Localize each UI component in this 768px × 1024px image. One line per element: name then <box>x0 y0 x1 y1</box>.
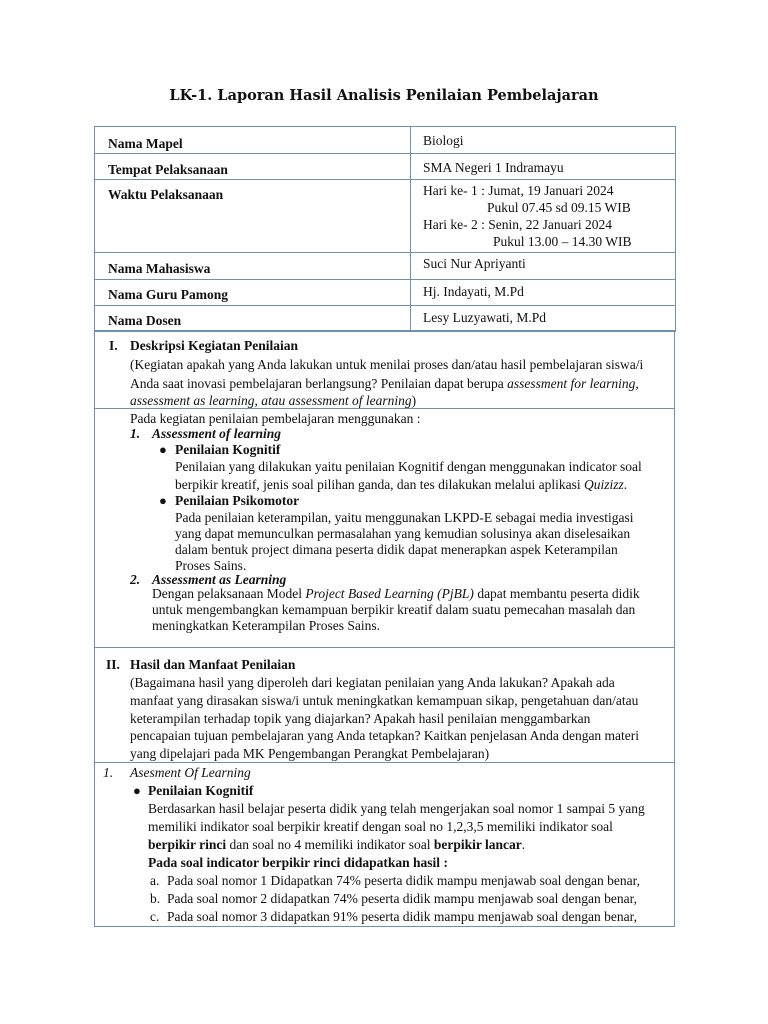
table-row <box>95 127 676 154</box>
hari1: Hari ke- 1 : Jumat, 19 Januari 2024 <box>423 183 614 198</box>
section1-question-2: Anda saat inovasi pembelajaran berlangsung? Penilaian dapat berupa assessment for learning, <box>130 376 639 391</box>
item-number: 1. <box>103 765 114 780</box>
asesment-of-learning-title: Asesment Of Learning <box>130 765 251 780</box>
mapel-label: Nama Mapel <box>95 127 411 154</box>
hasil-line-1: Berdasarkan hasil belajar peserta didik yang telah mengerjakan soal nomor 1 sampai 5 yang <box>148 801 645 816</box>
section2-question-4: pencapaian tujuan pembelajaran yang Anda tetapkan? Kaitkan penjelasan Anda dengan materi <box>130 728 640 743</box>
hasil-line-3: berpikir rinci dan soal no 4 memiliki indikator soal berpikir lancar. <box>148 837 526 852</box>
bullet-icon: ● <box>133 783 141 798</box>
info-table <box>94 126 676 332</box>
as-learning-line-2: untuk mengembangkan kemampuan berpikir kreatif dalam suatu pemecahan masalah dan <box>152 602 636 617</box>
assessment-as-learning-title: Assessment as Learning <box>152 572 287 587</box>
section2-question-3: keterampilan terhadap topik yang diajarkan? Apakah hasil penilaian menggambarkan <box>130 711 591 726</box>
psikomotor-title: Penilaian Psikomotor <box>175 493 300 508</box>
section2-question-2: manfaat yang dirasakan siswa/i untuk meningkatkan kemampuan sikap, pengetahuan dan/atau <box>130 693 639 708</box>
psikomotor-line-3: dalam bentuk project dimana peserta didik dapat menerapkan aspek Keterampilan <box>175 542 618 557</box>
section2-question-5: yang dipelajari pada MK Pengembangan Perangkat Pembelajaran) <box>130 746 490 761</box>
list-item: Pada soal nomor 1 Didapatkan 74% peserta didik mampu menjawab soal dengan benar, <box>167 873 640 888</box>
assessment-of-learning-title: Assessment of learning <box>152 426 282 441</box>
hari2: Hari ke- 2 : Senin, 22 Januari 2024 <box>423 217 612 232</box>
section2-heading: Hasil dan Manfaat Penilaian <box>130 657 296 672</box>
section1-question-1: (Kegiatan apakah yang Anda lakukan untuk menilai proses dan/atau hasil pembelajaran siswa/i <box>130 357 644 372</box>
section1-number: I. <box>109 338 118 353</box>
waktu-label: Waktu Pelaksanaan <box>95 180 411 253</box>
item-number: 1. <box>130 426 141 441</box>
kognitif-title: Penilaian Kognitif <box>175 442 281 457</box>
kognitif-line-1: Penilaian yang dilakukan yaitu penilaian Kognitif dengan menggunakan indicator soal <box>175 459 642 474</box>
tempat-label: Tempat Pelaksanaan <box>95 154 411 180</box>
table-row <box>95 253 676 280</box>
table-row <box>95 280 676 306</box>
dosen-label: Nama Dosen <box>95 306 411 332</box>
dosen-value: Lesy Luzyawati, M.Pd <box>411 306 676 332</box>
list-item-marker: b. <box>150 891 161 906</box>
psikomotor-line-1: Pada penilaian keterampilan, yaitu menggunakan LKPD-E sebagai media investigasi <box>175 510 634 525</box>
kognitif-line-2: berpikir kreatif, jenis soal pilihan ganda, dan tes dilakukan melalui aplikasi Quizizz. <box>175 477 628 492</box>
mapel-value: Biologi <box>411 127 676 154</box>
as-learning-line-3: meningkatkan Keterampilan Proses Sains. <box>152 618 380 633</box>
mahasiswa-label: Nama Mahasiswa <box>95 253 411 280</box>
section2-number: II. <box>106 657 120 672</box>
table-row <box>95 154 676 180</box>
bullet-icon: ● <box>159 442 167 457</box>
list-item: Pada soal nomor 3 didapatkan 91% peserta didik mampu menjawab soal dengan benar, <box>167 909 637 924</box>
section1-question-3: assessment as learning, atau assessment of learning) <box>130 393 417 408</box>
psikomotor-line-4: Proses Sains. <box>175 558 247 573</box>
table-row <box>95 306 676 332</box>
waktu-value <box>411 180 676 253</box>
table-row <box>95 180 676 253</box>
mahasiswa-value: Suci Nur Apriyanti <box>411 253 676 280</box>
item-number: 2. <box>130 572 141 587</box>
as-learning-line-1: Dengan pelaksanaan Model Project Based Learning (PjBL) dapat membantu peserta didik <box>152 586 640 601</box>
tempat-value: SMA Negeri 1 Indramayu <box>411 154 676 180</box>
section1-heading: Deskripsi Kegiatan Penilaian <box>130 338 299 353</box>
hasil-line-2: memiliki indikator soal berpikir kreatif dengan soal no 1,2,3,5 memiliki indikator soal <box>148 819 613 834</box>
list-item: Pada soal nomor 2 didapatkan 74% peserta didik mampu menjawab soal dengan benar, <box>167 891 637 906</box>
list-item-marker: a. <box>150 873 160 888</box>
page-title: LK-1. Laporan Hasil Analisis Penilaian Pembelajaran <box>169 87 599 104</box>
hasil-kognitif-title: Penilaian Kognitif <box>148 783 254 798</box>
guru-value: Hj. Indayati, M.Pd <box>411 280 676 306</box>
pukul2: Pukul 13.00 – 14.30 WIB <box>493 234 632 249</box>
bullet-icon: ● <box>159 493 167 508</box>
psikomotor-line-2: yang dapat memunculkan permasalahan yang kemudian solusinya akan diselesaikan <box>175 526 631 541</box>
section1-intro: Pada kegiatan penilaian pembelajaran menggunakan : <box>130 411 421 426</box>
hasil-subheading: Pada soal indicator berpikir rinci didapatkan hasil : <box>148 855 448 870</box>
list-item-marker: c. <box>150 909 160 924</box>
section2-question-1: (Bagaimana hasil yang diperoleh dari kegiatan penilaian yang Anda lakukan? Apakah ada <box>130 675 615 690</box>
guru-label: Nama Guru Pamong <box>95 280 411 306</box>
pukul1: Pukul 07.45 sd 09.15 WIB <box>487 200 631 215</box>
